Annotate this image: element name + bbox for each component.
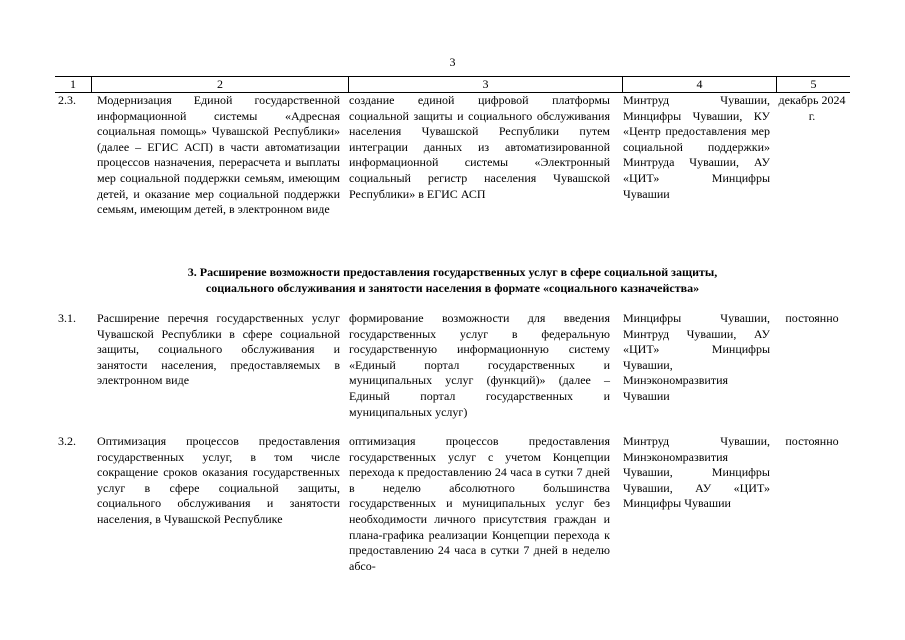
row-number: 3.2. (58, 434, 76, 448)
expected-result: формирование возможности для введения государственных услуг в федеральную государственную информационную систему «Единый портал государственных и муниципальных услуг (функций)» (далее – Единый портал государственных и муниципальных услуг) (349, 311, 610, 419)
expected-result: создание единой цифровой платформы социальной защиты и социального обслуживания населения Чувашской Республики путем интеграции данных из автоматизированной информационной системы «Электронный социальный регистр населения Чувашской Республики» в ЕГИС АСП (349, 93, 610, 201)
deadline: постоянно (785, 434, 839, 448)
table-header-cell: 3 (348, 77, 622, 92)
activity-name: Расширение перечня государственных услуг Чувашской Республики в сфере социальной защиты, социального обслуживания и занятости населения, предоставляемых в электронном виде (97, 311, 340, 388)
table-header-cell: 2 (91, 77, 348, 92)
section-title-line: социального обслуживания и занятости населения в формате «социального казначейства» (205, 281, 700, 295)
responsible-executors: Минтруд Чувашии, Минцифры Чувашии, КУ «Центр предоставления мер социальной поддержки» Минтруда Чувашии, АУ «ЦИТ» Минцифры Чувашии (623, 93, 770, 201)
section-title (55, 264, 850, 296)
page-number: 3 (449, 55, 456, 69)
table-header-cell: 4 (622, 77, 776, 92)
activity-name: Модернизация Единой государственной информационной системы «Адресная социальная помощь» Чувашской Республики» (далее – ЕГИС АСП) в части автоматизации процессов назначения, перерасчета и выплаты мер социальной поддержки семьям, имеющим детей, и оказание мер социальной поддержки семьям, имеющим детей, в электронном виде (97, 93, 340, 217)
responsible-executors: Минцифры Чувашии, Минтруд Чувашии, АУ «ЦИТ» Минцифры Чувашии, Минэкономразвития Чувашии (623, 311, 770, 403)
activity-name: Оптимизация процессов предоставления государственных услуг, в том числе сокращение сроков оказания государственных услуг в сфере социальной защиты, социального обслуживания и занятости населения, в Чувашской Республике (97, 434, 340, 526)
deadline: декабрь 2024 г. (778, 93, 846, 123)
row-number: 2.3. (58, 93, 76, 107)
section-title-line: 3. Расширение возможности предоставления государственных услуг в сфере социальной защиты, (187, 265, 718, 279)
deadline: постоянно (785, 311, 839, 325)
responsible-executors: Минтруд Чувашии, Минэкономразвития Чувашии, Минцифры Чувашии, АУ «ЦИТ» Минцифры Чувашии (623, 434, 770, 511)
row-number: 3.1. (58, 311, 76, 325)
table-header-cell: 1 (70, 77, 76, 91)
expected-result: оптимизация процессов предоставления государственных услуг с учетом Концепции перехода к предоставлению 24 часа в сутки 7 дней в неделю абсолютного большинства государственных и муниципальных услуг без необходимости личного присутствия граждан и плана-графика реализации Концепции перехода к предоставлению 24 часа в сутки 7 дней в неделю абсо- (349, 434, 610, 573)
table-header-row (55, 76, 850, 93)
table-header-cell: 5 (776, 77, 850, 92)
